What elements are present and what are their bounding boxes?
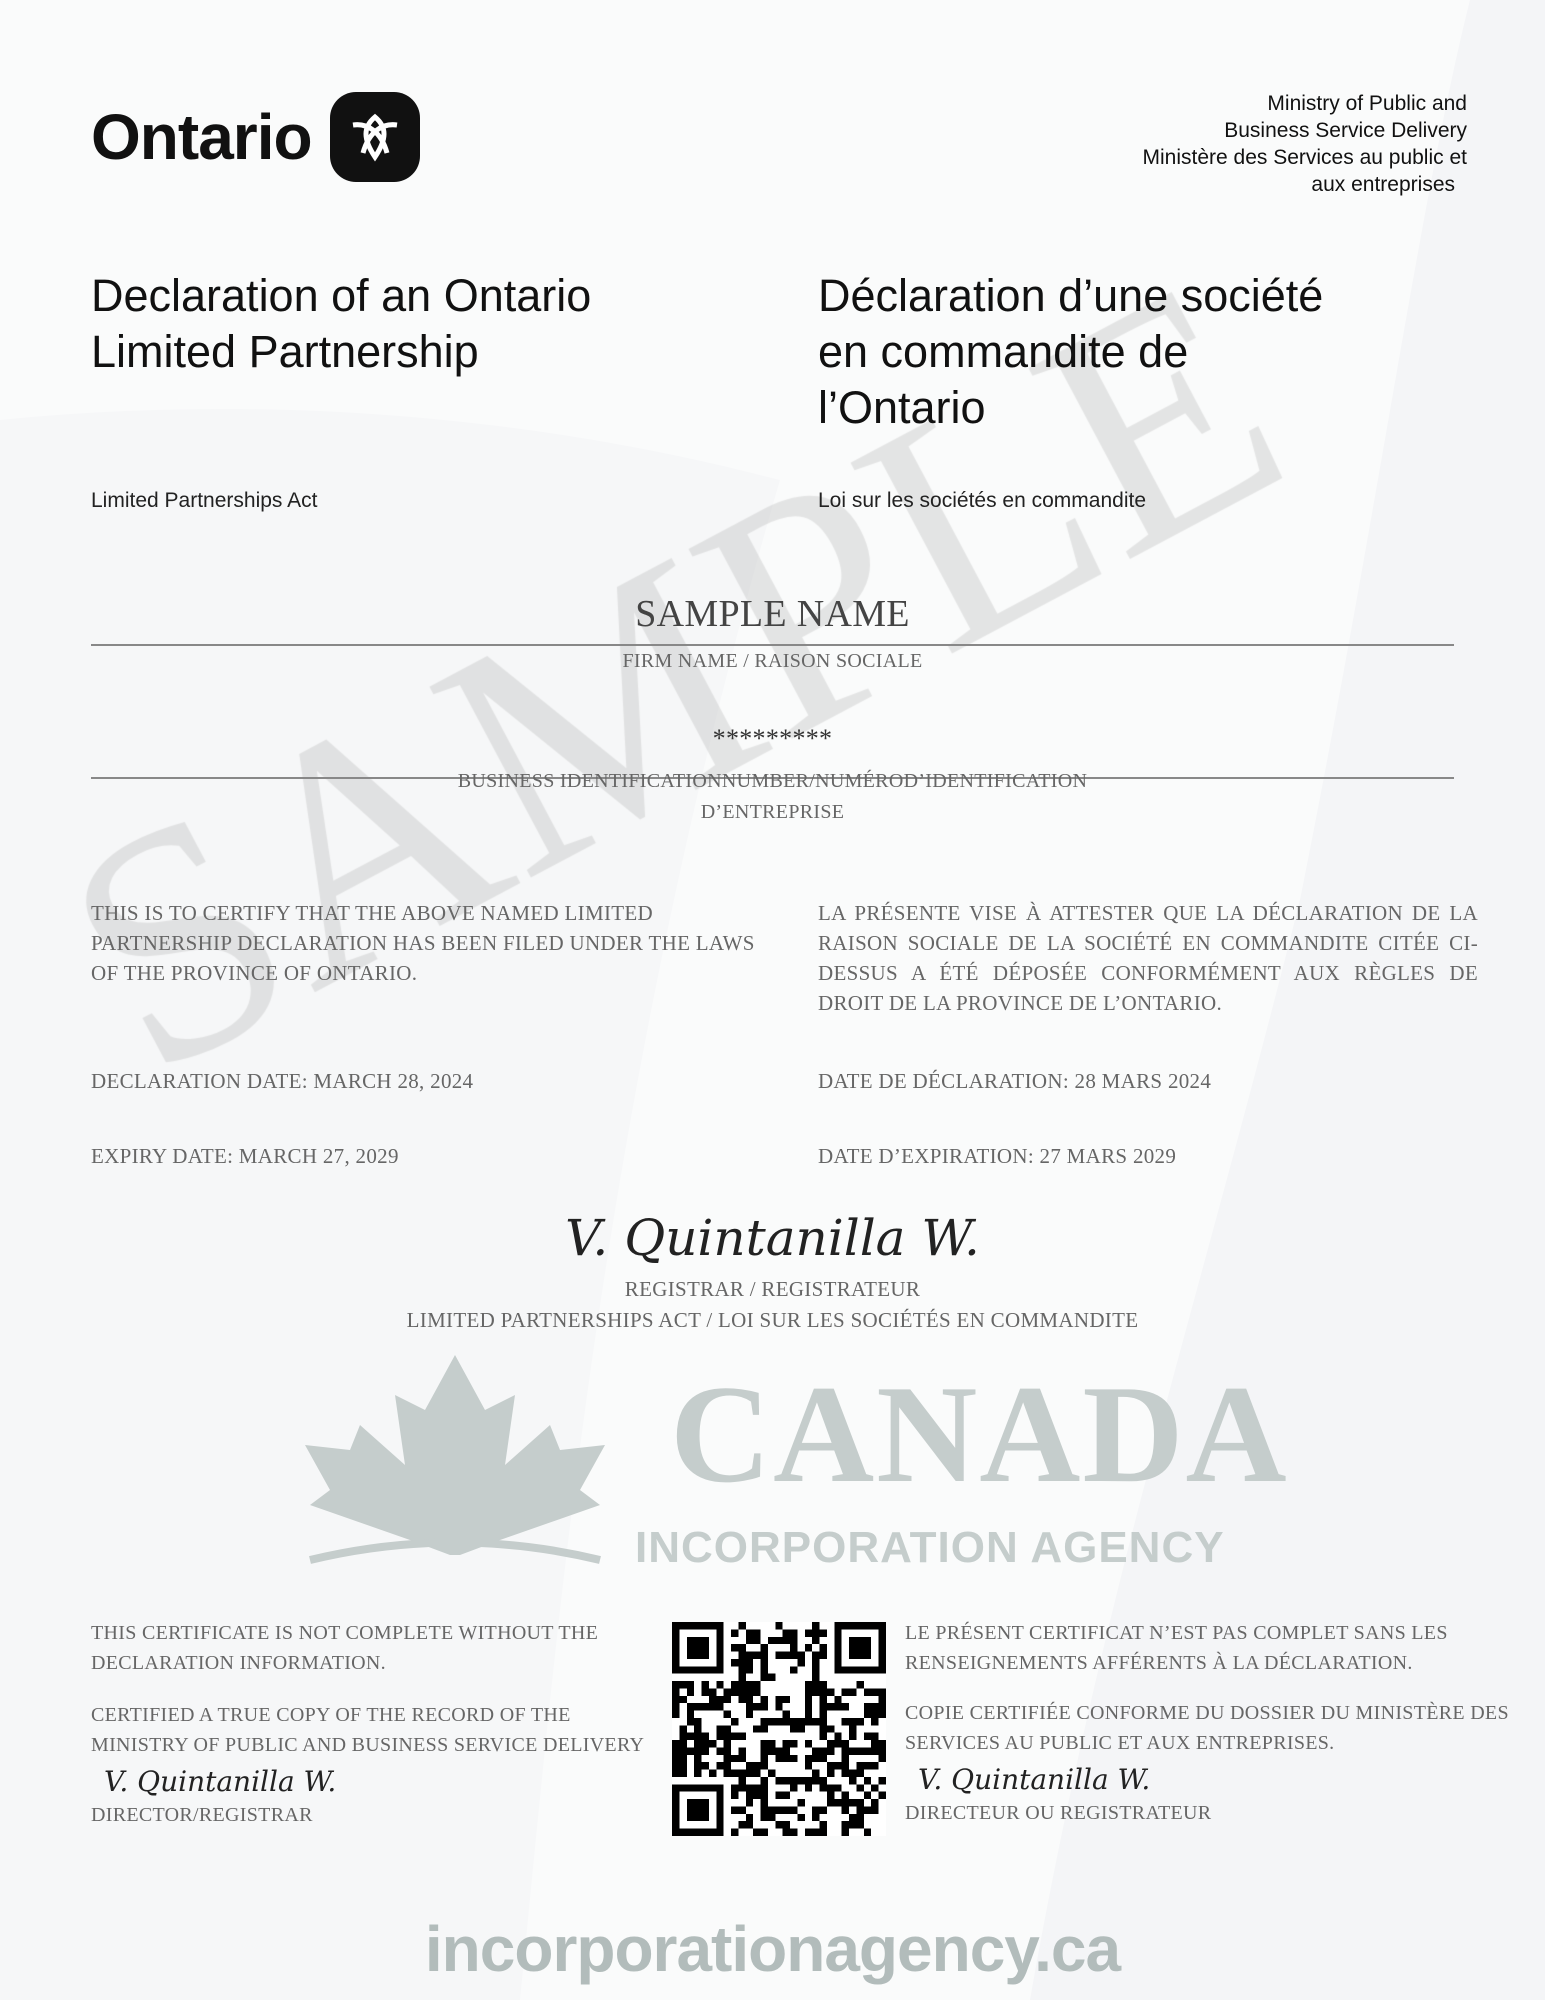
act-en: Limited Partnerships Act — [91, 489, 318, 512]
title-line: l’Ontario — [818, 382, 986, 433]
title-en — [91, 268, 791, 380]
footer-fr — [905, 1618, 1525, 1828]
bin-label-line: D’ENTREPRISE — [700, 801, 845, 823]
certify-en: THIS IS TO CERTIFY THAT THE ABOVE NAMED LIMITED PARTNERSHIP DECLARATION HAS BEEN FILED UNDER THE LAWS OF THE PROVINCE OF ONTARIO. — [91, 901, 755, 985]
ontario-logo — [91, 92, 420, 182]
title-fr — [818, 268, 1498, 436]
firm-name-label: FIRM NAME / RAISON SOCIALE — [622, 650, 923, 672]
agency-logo — [300, 1355, 1289, 1575]
ministry-name — [1143, 90, 1468, 198]
divider — [91, 644, 1454, 646]
certified-fr: COPIE CERTIFIÉE CONFORME DU DOSSIER DU MINISTÈRE DES SERVICES AU PUBLIC ET AUX ENTREPRISES. — [905, 1702, 1509, 1754]
notice-en: THIS CERTIFICATE IS NOT COMPLETE WITHOUT THE DECLARATION INFORMATION. — [91, 1622, 599, 1674]
footer-en — [91, 1618, 656, 1830]
agency-website[interactable]: incorporationagency.ca — [424, 1913, 1121, 1985]
certified-en: CERTIFIED A TRUE COPY OF THE RECORD OF THE MINISTRY OF PUBLIC AND BUSINESS SERVICE DELIVERY — [91, 1704, 645, 1756]
title-line: Limited Partnership — [91, 326, 479, 377]
title-line: en commandite de — [818, 326, 1189, 377]
expiry-date-en: EXPIRY DATE: MARCH 27, 2029 — [91, 1144, 399, 1168]
bin-label-line: BUSINESS IDENTIFICATIONNUMBER/NUMÉROD’IDENTIFICATION — [457, 770, 1088, 792]
qr-code[interactable] — [672, 1622, 886, 1836]
ministry-line: Ministère des Services au public et — [1142, 146, 1467, 169]
registrar-act: LIMITED PARTNERSHIPS ACT / LOI SUR LES SOCIÉTÉS EN COMMANDITE — [406, 1308, 1139, 1332]
registrar-signature: V. Quintanilla W. — [565, 1209, 980, 1267]
notice-fr: LE PRÉSENT CERTIFICAT N’EST PAS COMPLET SANS LES RENSEIGNEMENTS AFFÉRENTS À LA DÉCLARATION. — [905, 1622, 1448, 1674]
role-en: DIRECTOR/REGISTRAR — [91, 1804, 313, 1826]
certify-fr: LA PRÉSENTE VISE À ATTESTER QUE LA DÉCLARATION DE LA RAISON SOCIALE DE LA SOCIÉTÉ EN COMMANDITE CITÉE CI-DESSUS A ÉTÉ DÉPOSÉE CONFORMÉMENT AUX RÈGLES DE DROIT DE LA PROVINCE DE L’ONTARIO. — [818, 901, 1478, 1015]
act-fr: Loi sur les sociétés en commandite — [818, 489, 1146, 512]
role-fr: DIRECTEUR OU REGISTRATEUR — [905, 1802, 1212, 1824]
title-line: Declaration of an Ontario — [91, 270, 592, 321]
maple-leaf-icon — [300, 1355, 610, 1575]
ministry-line: Ministry of Public and — [1267, 92, 1467, 115]
logo-text: Ontario — [91, 101, 312, 173]
title-line: Déclaration d’une société — [818, 270, 1324, 321]
bin-value: ********* — [712, 724, 833, 753]
agency-name: CANADA — [670, 1357, 1289, 1512]
agency-subtitle: INCORPORATION AGENCY — [635, 1523, 1225, 1572]
bin-label — [0, 766, 1545, 828]
ministry-line: Business Service Delivery — [1224, 119, 1467, 142]
registrar-title: REGISTRAR / REGISTRATEUR — [624, 1277, 921, 1301]
ministry-line: aux entreprises — [1311, 173, 1455, 196]
declaration-date-fr: DATE DE DÉCLARATION: 28 MARS 2024 — [818, 1069, 1212, 1093]
expiry-date-fr: DATE D’EXPIRATION: 27 MARS 2029 — [818, 1144, 1177, 1168]
firm-name: SAMPLE NAME — [635, 593, 910, 635]
director-signature-fr: V. Quintanilla W. — [918, 1763, 1151, 1796]
trillium-icon — [330, 92, 420, 182]
director-signature-en: V. Quintanilla W. — [104, 1765, 337, 1798]
declaration-date-en: DECLARATION DATE: MARCH 28, 2024 — [91, 1069, 474, 1093]
